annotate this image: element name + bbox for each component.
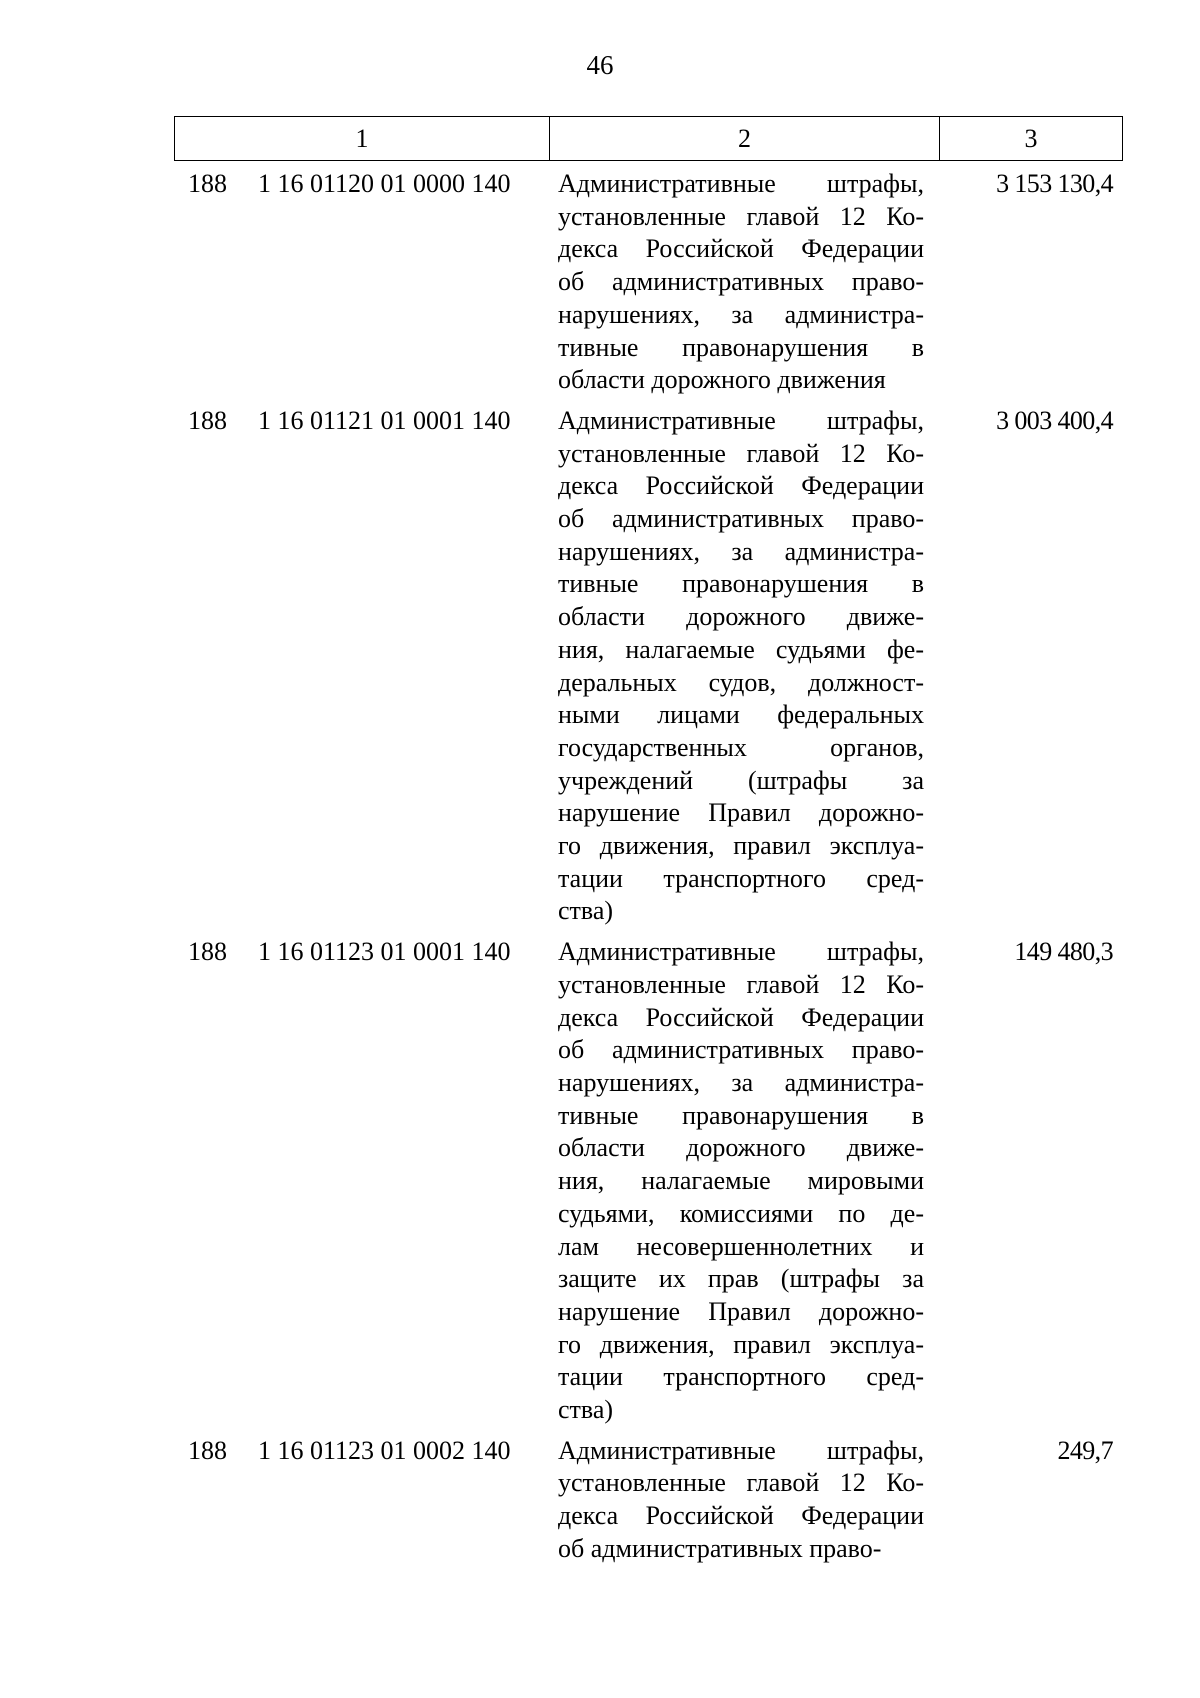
description-line: области дорожного движе- bbox=[558, 1133, 924, 1163]
description bbox=[558, 936, 924, 1427]
table-row bbox=[0, 168, 1200, 397]
description-line: тивные правонарушения в bbox=[558, 1100, 924, 1130]
table-body bbox=[0, 168, 1200, 1566]
description-line: нарушение Правил дорожно- bbox=[558, 1296, 924, 1326]
table-header bbox=[174, 116, 1123, 161]
amount: 3 003 400,4 bbox=[996, 405, 1113, 435]
admin-code: 188 bbox=[188, 1435, 227, 1465]
table-header-col1: 1 bbox=[175, 117, 550, 160]
description-line: Административные штрафы, bbox=[558, 937, 924, 967]
admin-code: 188 bbox=[188, 937, 227, 967]
description-line: го движения, правил эксплуа- bbox=[558, 1329, 924, 1359]
description-line: защите их прав (штрафы за bbox=[558, 1264, 924, 1294]
description-line: нарушение Правил дорожно- bbox=[558, 798, 924, 828]
budget-classification-code: 1 16 01120 01 0000 140 bbox=[258, 169, 511, 198]
description-line: ными лицами федеральных bbox=[558, 700, 924, 730]
description-line: об административных право- bbox=[558, 1035, 924, 1065]
description-line: декса Российской Федерации bbox=[558, 1002, 924, 1032]
table-row bbox=[0, 1435, 1200, 1566]
description-line: установленные главой 12 Ко- bbox=[558, 1468, 924, 1498]
description bbox=[558, 1435, 924, 1566]
admin-code: 188 bbox=[188, 169, 227, 198]
description-line: установленные главой 12 Ко- bbox=[558, 969, 924, 999]
budget-classification-code: 1 16 01123 01 0001 140 bbox=[258, 937, 511, 967]
description-line: тивные правонарушения в bbox=[558, 332, 924, 362]
description-line: декса Российской Федерации bbox=[558, 471, 924, 501]
description-line: ния, налагаемые мировыми bbox=[558, 1166, 924, 1196]
description-line: ния, налагаемые судьями фе- bbox=[558, 634, 924, 664]
description bbox=[558, 168, 924, 397]
table-row bbox=[0, 405, 1200, 928]
description-line: нарушениях, за администра- bbox=[558, 299, 924, 329]
description-line: установленные главой 12 Ко- bbox=[558, 438, 924, 468]
description-line: декса Российской Федерации bbox=[558, 1501, 924, 1531]
admin-code: 188 bbox=[188, 405, 227, 435]
description-line: деральных судов, должност- bbox=[558, 667, 924, 697]
description-line: тации транспортного сред- bbox=[558, 1362, 924, 1392]
table-header-col3: 3 bbox=[1024, 123, 1038, 153]
table-header-col2: 2 bbox=[550, 117, 940, 160]
description-line: тивные правонарушения в bbox=[558, 569, 924, 599]
description-line: Административные штрафы, bbox=[558, 1435, 924, 1465]
description-line: нарушениях, за администра- bbox=[558, 1067, 924, 1097]
budget-classification-code: 1 16 01123 01 0002 140 bbox=[258, 1435, 511, 1465]
description-line: ства) bbox=[558, 1395, 614, 1425]
amount: 149 480,3 bbox=[1014, 937, 1113, 967]
description-line: государственных органов, bbox=[558, 732, 924, 762]
description-line: нарушениях, за администра- bbox=[558, 536, 924, 566]
description-line: Административные штрафы, bbox=[558, 405, 924, 435]
description-line: ства) bbox=[558, 896, 614, 926]
description-line: Административные штрафы, bbox=[558, 169, 924, 198]
table-row bbox=[0, 936, 1200, 1427]
amount: 249,7 bbox=[1057, 1435, 1113, 1465]
description-line: об административных право- bbox=[558, 1533, 882, 1563]
page-number: 46 bbox=[586, 50, 614, 80]
description-line: области дорожного движения bbox=[558, 365, 886, 395]
description-line: декса Российской Федерации bbox=[558, 234, 924, 264]
description-line: лам несовершеннолетних и bbox=[558, 1231, 924, 1261]
description-line: учреждений (штрафы за bbox=[558, 765, 924, 795]
description-line: области дорожного движе- bbox=[558, 602, 924, 632]
description-line: тации транспортного сред- bbox=[558, 863, 924, 893]
description-line: го движения, правил эксплуа- bbox=[558, 831, 924, 861]
amount: 3 153 130,4 bbox=[996, 169, 1113, 198]
description bbox=[558, 405, 924, 928]
description-line: об административных право- bbox=[558, 504, 924, 534]
description-line: судьями, комиссиями по де- bbox=[558, 1198, 924, 1228]
description-line: установленные главой 12 Ко- bbox=[558, 201, 924, 231]
budget-classification-code: 1 16 01121 01 0001 140 bbox=[258, 405, 511, 435]
description-line: об административных право- bbox=[558, 267, 924, 297]
